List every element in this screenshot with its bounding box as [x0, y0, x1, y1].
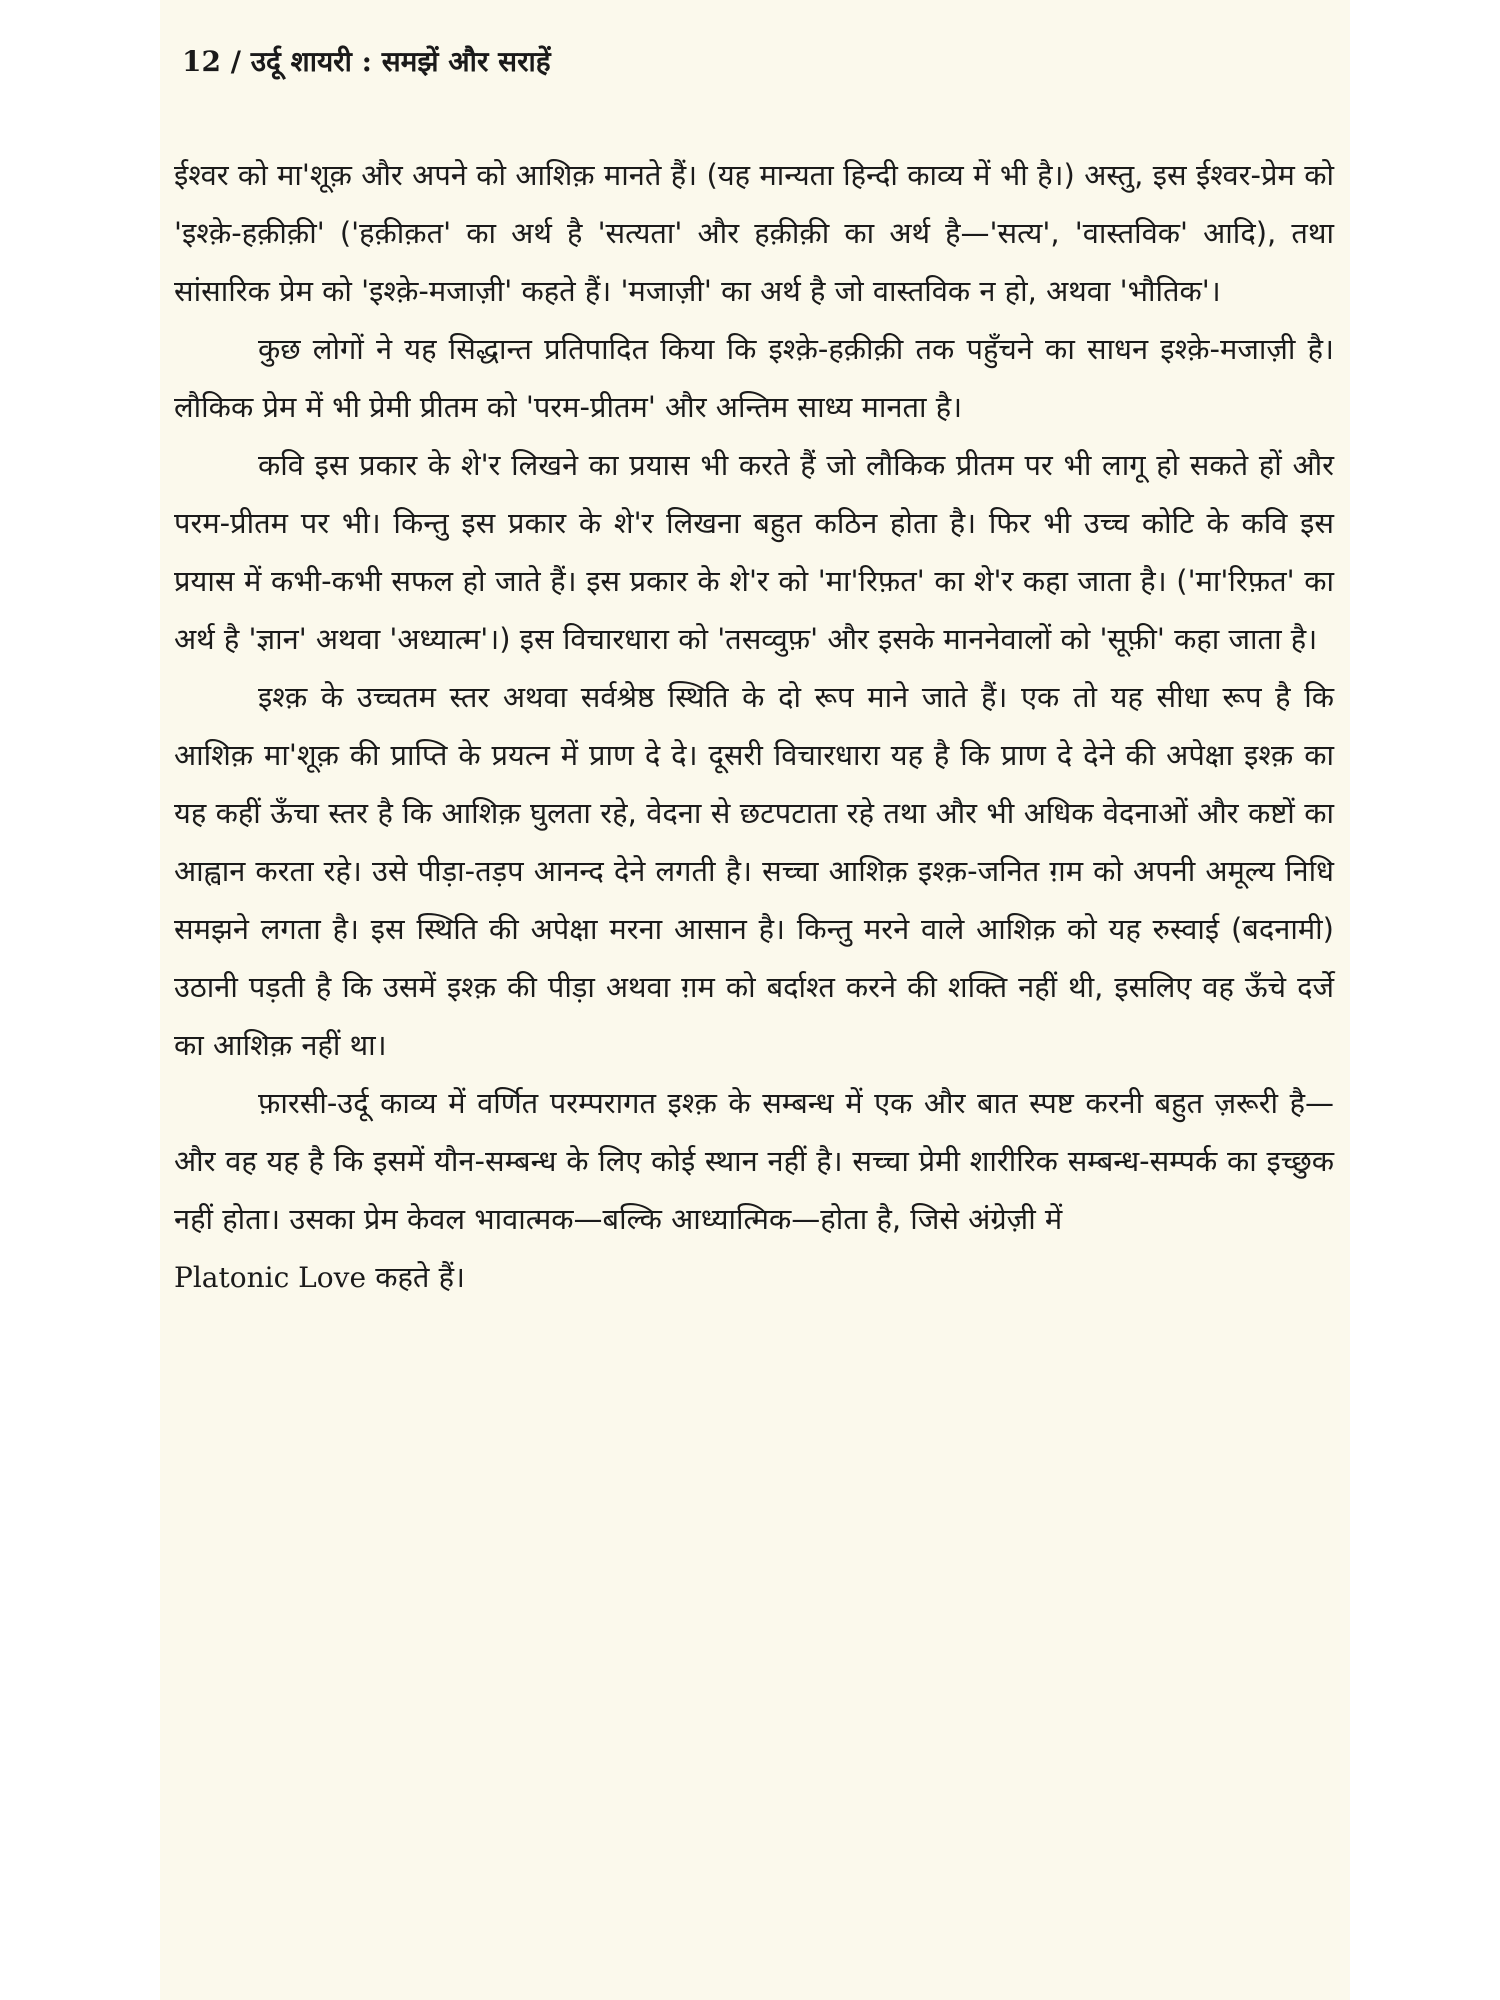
book-page: [160, 0, 1350, 2000]
body-text: [174, 146, 1334, 1307]
platonic-love-term: Platonic Love: [174, 1261, 367, 1294]
paragraph-5: [174, 1074, 1334, 1307]
paragraph-2: कुछ लोगों ने यह सिद्धान्त प्रतिपादित किया कि इश्क़े-हक़ीक़ी तक पहुँचने का साधन इश्क़े-मजाज़ी है। लौकिक प्रेम में भी प्रेमी प्रीतम को 'परम-प्रीतम' और अन्तिम साध्य मानता है।: [174, 332, 1334, 424]
paragraph-3: कवि इस प्रकार के शे'र लिखने का प्रयास भी करते हैं जो लौकिक प्रीतम पर भी लागू हो सकते हों और परम-प्रीतम पर भी। किन्तु इस प्रकार के शे'र लिखना बहुत कठिन होता है। फिर भी उच्च कोटि के कवि इस प्रयास में कभी-कभी सफल हो जाते हैं। इस प्रकार के शे'र को 'मा'रिफ़त' का शे'र कहा जाता है। ('मा'रिफ़त' का अर्थ है 'ज्ञान' अथवा 'अध्यात्म'।) इस विचारधारा को 'तसव्वुफ़' और इसके माननेवालों को 'सूफ़ी' कहा जाता है।: [174, 448, 1334, 656]
paragraph-4: इश्क़ के उच्चतम स्तर अथवा सर्वश्रेष्ठ स्थिति के दो रूप माने जाते हैं। एक तो यह सीधा रूप है कि आशिक़ मा'शूक़ की प्राप्ति के प्रयत्न में प्राण दे दे। दूसरी विचारधारा यह है कि प्राण दे देने की अपेक्षा इश्क़ का यह कहीं ऊँचा स्तर है कि आशिक़ घुलता रहे, वेदना से छटपटाता रहे तथा और भी अधिक वेदनाओं और कष्टों का आह्वान करता रहे। उसे पीड़ा-तड़प आनन्द देने लगती है। सच्चा आशिक़ इश्क़-जनित ग़म को अपनी अमूल्य निधि समझने लगता है। इस स्थिति की अपेक्षा मरना आसान है। किन्तु मरने वाले आशिक़ को यह रुस्वाई (बदनामी) उठानी पड़ती है कि उसमें इश्क़ की पीड़ा अथवा ग़म को बर्दाश्त करने की शक्ति नहीं थी, इसलिए वह ऊँचे दर्जे का आशिक़ नहीं था।: [174, 680, 1334, 1062]
running-head: 12 / उर्दू शायरी : समझें और सराहें: [182, 45, 551, 78]
paragraph-5-tail: कहते हैं।: [366, 1260, 466, 1294]
paragraph-1: ईश्वर को मा'शूक़ और अपने को आशिक़ मानते हैं। (यह मान्यता हिन्दी काव्य में भी है।) अस्तु, इस ईश्वर-प्रेम को 'इश्क़े-हक़ीक़ी' ('हक़ीक़त' का अर्थ है 'सत्यता' और हक़ीक़ी का अर्थ है—'सत्य', 'वास्तविक' आदि), तथा सांसारिक प्रेम को 'इश्क़े-मजाज़ी' कहते हैं। 'मजाज़ी' का अर्थ है जो वास्तविक न हो, अथवा 'भौतिक'।: [174, 158, 1334, 308]
paragraph-5-text: फ़ारसी-उर्दू काव्य में वर्णित परम्परागत इश्क़ के सम्बन्ध में एक और बात स्पष्ट करनी बहुत ज़रूरी है—और वह यह है कि इसमें यौन-सम्बन्ध के लिए कोई स्थान नहीं है। सच्चा प्रेमी शारीरिक सम्बन्ध-सम्पर्क का इच्छुक नहीं होता। उसका प्रेम केवल भावात्मक—बल्कि आध्यात्मिक—होता है, जिसे अंग्रेज़ी में: [174, 1086, 1334, 1236]
